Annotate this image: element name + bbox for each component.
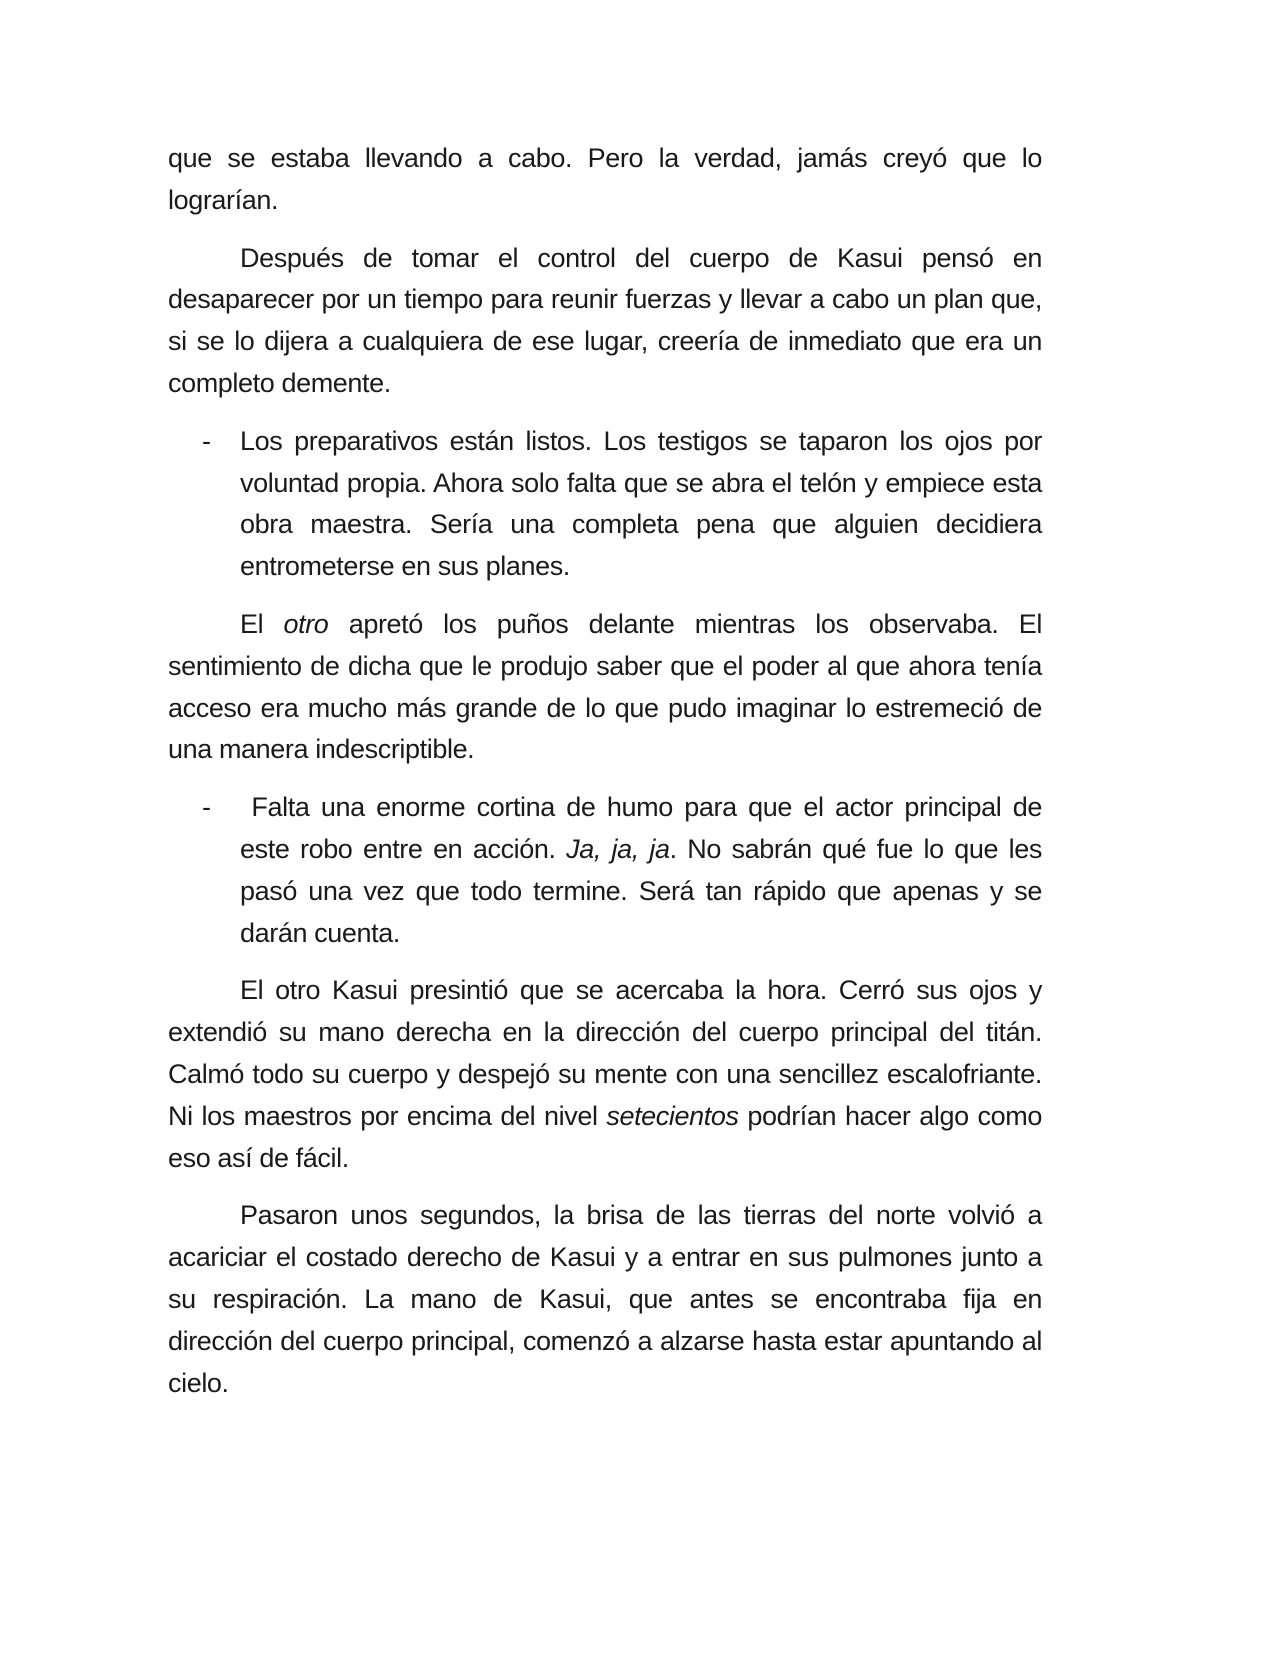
paragraph [168, 604, 1042, 771]
paragraph: Después de tomar el control del cuerpo de Kasui pensó en desaparecer por un tiempo para reunir fuerzas y llevar a cabo un plan que, si se lo dijera a cualquiera de ese lugar, creería de inmediato que era un completo demente. [168, 242, 1042, 398]
paragraph-continuation: que se estaba llevando a cabo. Pero la verdad, jamás creyó que lo lograrían. [168, 143, 1042, 215]
italic-text: setecientos [606, 1100, 739, 1131]
dialog-line [168, 787, 1050, 954]
italic-text: otro [283, 608, 329, 639]
paragraph-text: apretó los puños delante mientras los observaba. El sentimiento de dicha que le produjo saber que el poder al que ahora tenía acceso era mucho más grande de lo que pudo imaginar lo estremeció de una manera indescriptible. [168, 608, 1042, 765]
dialog-dash: - [202, 792, 211, 823]
dialog-line [168, 421, 1042, 588]
paragraph-text: El [240, 608, 284, 639]
dialog-text: . No sabrán qué fue lo que les pasó una vez que todo termine. Será tan rápido que apenas y se darán cuenta. [240, 833, 1042, 948]
dialog-text: Falta una enorme cortina de humo para que el actor principal de este robo entre en acción. [240, 792, 1050, 864]
paragraph: Pasaron unos segundos, la brisa de las tierras del norte volvió a acariciar el costado derecho de Kasui y a entrar en sus pulmones junto a su respiración. La mano de Kasui, que antes se encontraba fija en dirección del cuerpo principal, comenzó a alzarse hasta estar apuntando al cielo. [168, 1200, 1042, 1398]
paragraph [168, 970, 1042, 1179]
document-page [168, 138, 1050, 1420]
dialog-dash: - [202, 425, 211, 456]
dialog-text: Los preparativos están listos. Los testigos se taparon los ojos por voluntad propia. Ahora solo falta que se abra el telón y empiece esta obra maestra. Sería una completa pena que alguien decidiera entrometerse en sus planes. [240, 425, 1042, 582]
paragraph-text: podrían hacer algo como eso así de fácil. [168, 1100, 1042, 1173]
paragraph-text: El otro Kasui presintió que se acercaba la hora. Cerró sus ojos y extendió su mano derecha en la dirección del cuerpo principal del titán. Calmó todo su cuerpo y despejó su mente con una sencillez escalofriante. Ni los maestros por encima del nivel [168, 975, 1042, 1131]
italic-text: Ja, ja, ja [566, 833, 670, 864]
